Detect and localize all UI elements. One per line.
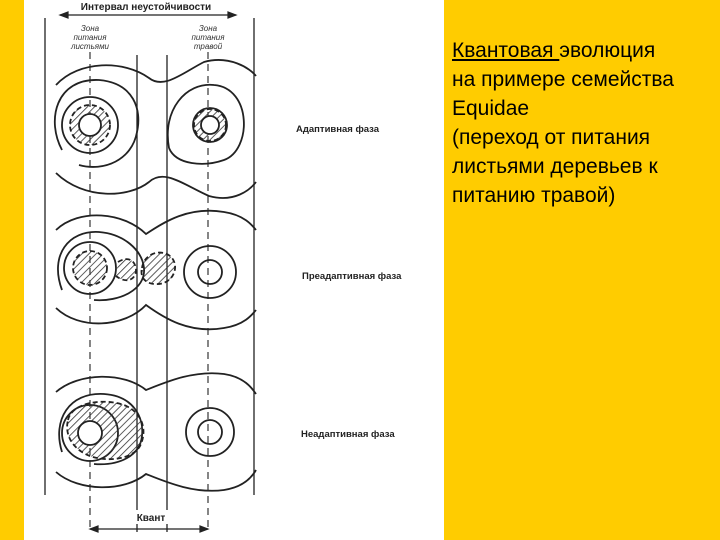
svg-text:Зона: Зона <box>80 24 100 33</box>
preadaptive-phase-diagram <box>56 211 256 330</box>
caption-line-3: Equidae <box>452 97 530 120</box>
caption-line-4: (переход от питания <box>452 126 651 149</box>
preadaptive-phase-label: Преадаптивная фаза <box>302 271 402 282</box>
slide-caption <box>452 36 714 210</box>
nonadaptive-phase-diagram <box>56 373 256 491</box>
evolution-diagram <box>24 0 444 540</box>
zone-leaves-label <box>70 24 110 51</box>
caption-line-5: листьями деревьев к <box>452 155 658 178</box>
instability-interval-label: Интервал неустойчивости <box>80 2 212 13</box>
quantum-arrow <box>90 526 208 532</box>
svg-text:питания: питания <box>191 33 225 42</box>
svg-text:листьями: листьями <box>70 42 110 51</box>
svg-text:травой: травой <box>193 42 223 51</box>
caption-line-6: питанию травой) <box>452 184 616 207</box>
nonadaptive-phase-label: Неадаптивная фаза <box>301 429 395 440</box>
caption-line-1: Квантовая эволюция <box>452 39 656 62</box>
svg-text:Зона: Зона <box>198 24 218 33</box>
zone-grass-label <box>192 24 226 51</box>
quantum-label: Квант <box>136 513 166 524</box>
caption-line-2: на примере семейства <box>452 68 674 91</box>
adaptive-phase-diagram <box>55 60 256 198</box>
adaptive-phase-label: Адаптивная фаза <box>296 124 380 135</box>
caption-underlined-word: Квантовая <box>452 39 560 62</box>
svg-text:питания: питания <box>73 33 107 42</box>
